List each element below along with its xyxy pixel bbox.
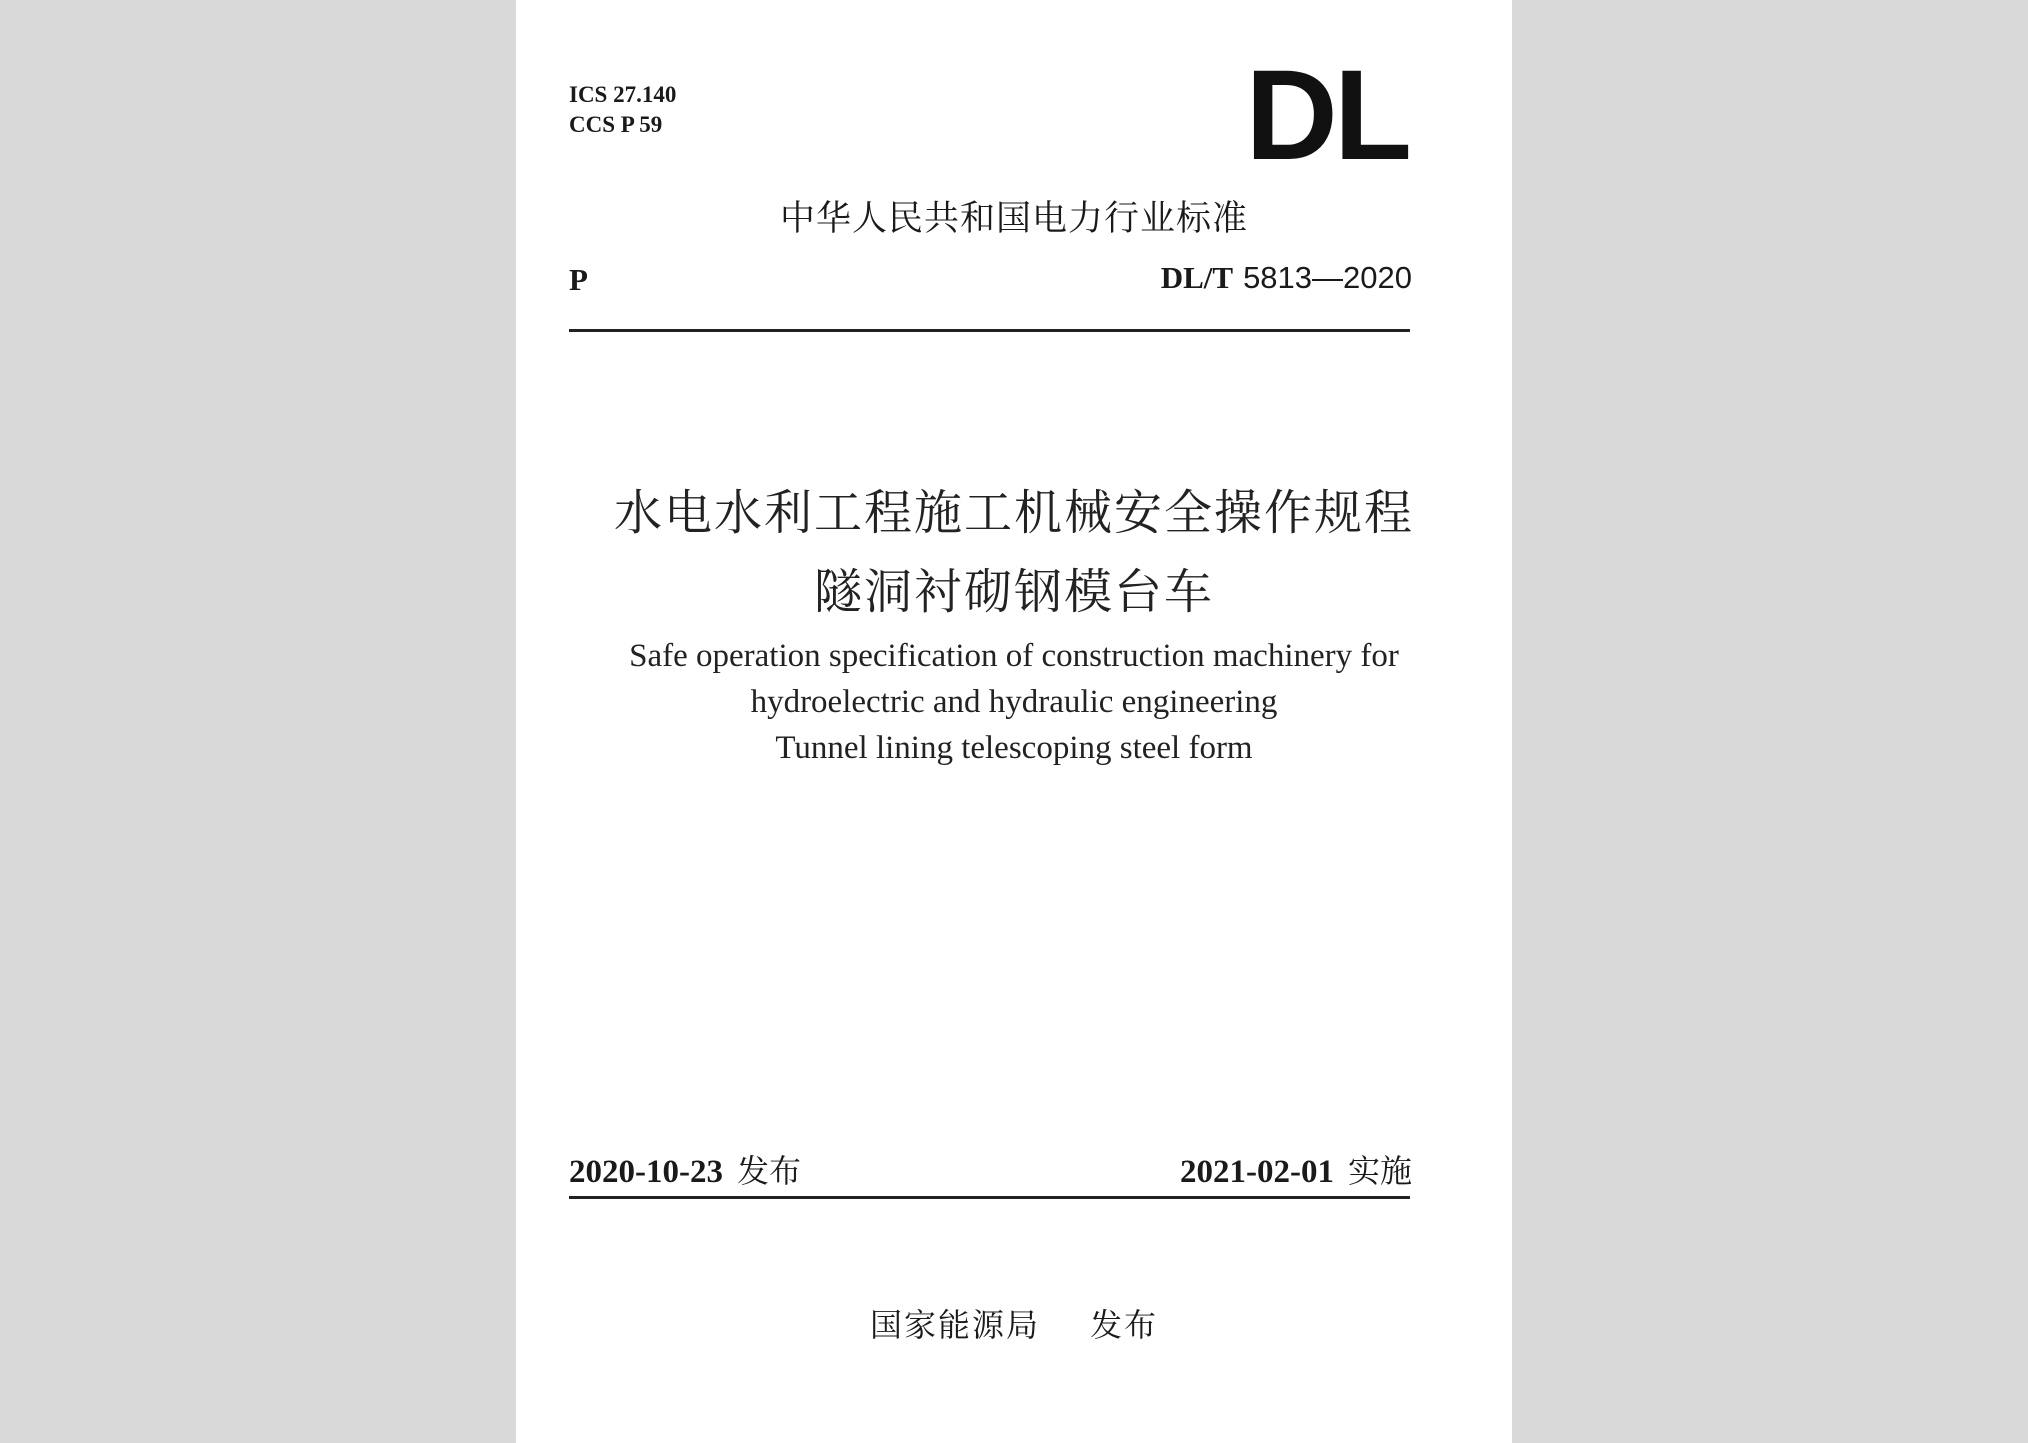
dl-logo: DL bbox=[1245, 44, 1408, 187]
publisher-name: 国家能源局 bbox=[869, 1306, 1040, 1344]
ccs-code: CCS P 59 bbox=[569, 112, 663, 137]
ics-code: ICS 27.140 bbox=[569, 82, 677, 107]
standard-code-number: 5813—2020 bbox=[1243, 260, 1412, 295]
effective-date-line bbox=[1180, 1146, 1412, 1192]
title-cn-line1: 水电水利工程施工机械安全操作规程 bbox=[613, 485, 1414, 541]
standard-code-prefix: DL/T bbox=[1160, 260, 1234, 295]
title-en-line1: Safe operation specification of construction machinery for bbox=[629, 638, 1399, 674]
effective-date: 2021-02-01 bbox=[1180, 1154, 1334, 1190]
issue-date: 2020-10-23 bbox=[569, 1154, 723, 1190]
classification-codes bbox=[569, 80, 676, 140]
publisher-word: 发布 bbox=[1090, 1306, 1159, 1344]
standard-type-title: 中华人民共和国电力行业标准 bbox=[779, 199, 1248, 239]
issue-word: 发布 bbox=[736, 1152, 801, 1190]
effective-word: 实施 bbox=[1347, 1152, 1412, 1190]
title-en-line3: Tunnel lining telescoping steel form bbox=[775, 730, 1253, 766]
header-divider bbox=[569, 329, 1410, 332]
document-page bbox=[516, 0, 1512, 1443]
issue-date-line bbox=[569, 1146, 801, 1192]
date-divider bbox=[569, 1196, 1410, 1199]
title-cn-line2: 隧洞衬砌钢模台车 bbox=[813, 564, 1214, 620]
publisher-line bbox=[516, 1300, 1512, 1346]
standard-code bbox=[1161, 260, 1412, 296]
category-letter: P bbox=[569, 262, 588, 297]
title-en-line2: hydroelectric and hydraulic engineering bbox=[750, 684, 1278, 720]
